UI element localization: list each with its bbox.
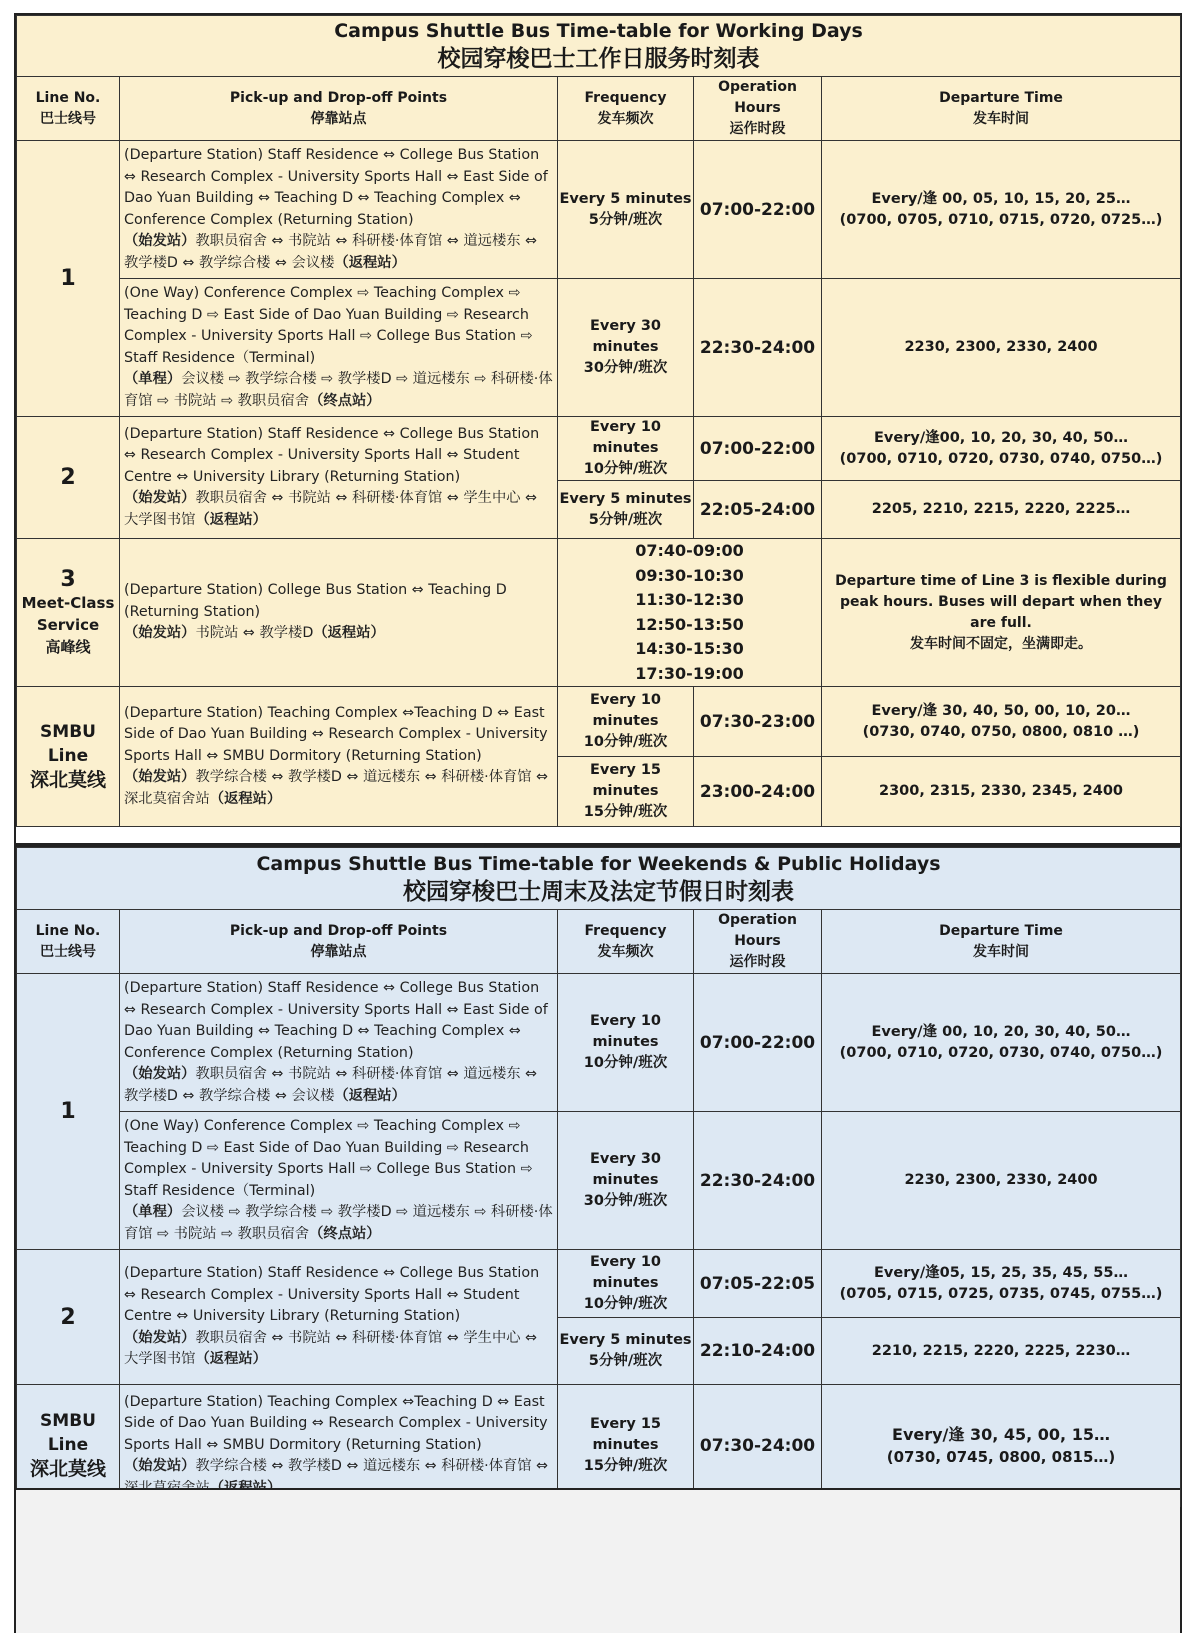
weekend-header-row: [17, 910, 1181, 974]
header-freq-en: Frequency: [584, 89, 667, 106]
stops-cell: [120, 687, 558, 827]
header-hours: [694, 77, 822, 141]
header-departure: [822, 77, 1181, 141]
time-slot: 11:30-12:30: [635, 590, 744, 609]
stops-zh: [124, 1328, 554, 1371]
header-dep-en: Departure Time: [939, 922, 1063, 939]
line-number-smbu: [17, 687, 120, 827]
flexible-departure-note: [822, 539, 1181, 687]
freq-zh: 10分钟/班次: [583, 1055, 668, 1071]
stops-zh-prefix: （始发站）: [124, 233, 196, 249]
stops-zh-route: 教职员宿舍 ⇔ 书院站 ⇔ 科研楼·体育馆 ⇔ 道远楼东 ⇔ 教学楼D ⇔ 教学综合楼 ⇔ 会议楼: [124, 1066, 538, 1104]
stops-zh-route: 教职员宿舍 ⇔ 书院站 ⇔ 科研楼·体育馆 ⇔ 道远楼东 ⇔ 教学楼D ⇔ 教学综合楼 ⇔ 会议楼: [124, 233, 538, 271]
header-hours-zh: 运作时段: [729, 121, 786, 137]
freq-en: Every 10 minutes: [589, 419, 662, 456]
departure-examples: (0700, 0710, 0720, 0730, 0740, 0750…): [839, 1044, 1163, 1061]
frequency-cell: [558, 757, 694, 827]
header-freq-zh: 发车频次: [597, 110, 654, 127]
working-days-title: [17, 16, 1181, 77]
freq-en: Every 10 minutes: [589, 1013, 662, 1050]
stops-zh-prefix: （单程）: [124, 371, 182, 387]
header-dep-zh: 发车时间: [973, 943, 1029, 960]
header-dep-zh: 发车时间: [973, 110, 1029, 127]
peak-time-slots: [558, 539, 822, 687]
stops-zh: [124, 1202, 554, 1245]
working-title-zh: 校园穿梭巴士工作日服务时刻表: [437, 46, 760, 72]
header-hours: [694, 910, 822, 974]
freq-zh: 10分钟/班次: [583, 1296, 668, 1312]
freq-zh: 15分钟/班次: [583, 804, 668, 820]
departure-cell: [822, 141, 1181, 279]
departure-cell: [822, 481, 1181, 539]
time-slot: 09:30-10:30: [635, 565, 744, 585]
departure-pattern: Every/逢05, 15, 25, 35, 45, 55…: [874, 1264, 1128, 1281]
hours-cell: 23:00-24:00: [694, 757, 822, 827]
departure-cell: [822, 1318, 1181, 1385]
smbu-name-zh: 深北莫线: [29, 1458, 106, 1480]
freq-zh: 10分钟/班次: [583, 734, 668, 750]
line-number-2: 2: [17, 1250, 120, 1385]
frequency-cell: [558, 1318, 694, 1385]
departure-examples: (0730, 0740, 0750, 0800, 0810 …): [862, 723, 1140, 740]
hours-cell: 22:30-24:00: [694, 279, 822, 417]
stops-zh: [124, 1064, 554, 1107]
stops-zh-prefix: （始发站）: [124, 625, 196, 642]
stops-zh-prefix: （始发站）: [124, 1066, 196, 1082]
working-header-row: [17, 77, 1181, 141]
hours-cell: 07:00-22:00: [694, 417, 822, 481]
stops-zh-route: 教学综合楼 ⇔ 教学楼D ⇔ 道远楼东 ⇔ 科研楼·体育馆 ⇔: [195, 1458, 549, 1475]
stops-zh-suffix: （终点站）: [309, 392, 381, 409]
stops-zh: [124, 369, 554, 412]
header-hours-en: Operation Hours: [718, 79, 797, 116]
header-stops-en: Pick-up and Drop-off Points: [229, 89, 448, 106]
hours-cell: 22:05-24:00: [694, 481, 822, 539]
table-row: [17, 687, 1181, 757]
stops-zh-suffix: （返程站）: [313, 625, 385, 642]
stops-en: (Departure Station) Staff Residence ⇔ College Bus Station ⇔ Research Complex - University Sports Hall ⇔ Student Centre ⇔ University Library (Returning Station): [124, 1265, 540, 1325]
table-row: [17, 974, 1181, 1112]
freq-en: Every 15 minutes: [589, 1416, 662, 1453]
time-slot: 17:30-19:00: [635, 663, 744, 683]
header-stops-zh: 停靠站点: [310, 943, 367, 960]
stops-zh-route: 会议楼 ⇨ 教学综合楼 ⇨ 教学楼D ⇨ 道远楼东 ⇨ 科研楼·体育馆 ⇨ 书院站 ⇨ 教职员宿舍: [124, 1204, 553, 1242]
departure-examples: (0700, 0710, 0720, 0730, 0740, 0750…): [839, 450, 1163, 467]
freq-zh: 5分钟/班次: [588, 211, 663, 228]
departure-examples: (0700, 0705, 0710, 0715, 0720, 0725…): [839, 211, 1163, 228]
departure-cell: [822, 417, 1181, 481]
header-stops-en: Pick-up and Drop-off Points: [229, 922, 448, 939]
line-3-name-zh: 高峰线: [45, 638, 91, 656]
table-row: [17, 141, 1181, 279]
stops-en: (Departure Station) Staff Residence ⇔ College Bus Station ⇔ Research Complex - University Sports Hall ⇔ Student Centre ⇔ University Library (Returning Station): [124, 425, 540, 485]
weekend-title-zh: 校园穿梭巴士周末及法定节假日时刻表: [403, 878, 794, 905]
hours-cell: 07:30-24:00: [694, 1385, 822, 1507]
header-stops: [120, 910, 558, 974]
blank-footer-area: [16, 1488, 1180, 1633]
stops-en: (Departure Station) Staff Residence ⇔ College Bus Station ⇔ Research Complex - University Sports Hall ⇔ East Side of Dao Yuan Building ⇔ Teaching D ⇔ Teaching Complex ⇔ Conference Complex (Returning Station): [124, 980, 548, 1061]
departure-pattern: Every/逢 30, 40, 50, 00, 10, 20…: [871, 702, 1131, 719]
stops-en: (One Way) Conference Complex ⇨ Teaching Complex ⇨ Teaching D ⇨ East Side of Dao Yuan Building ⇨ Research Complex - University Sports Hall ⇨ College Bus Station ⇨ Staff Residence（Terminal): [124, 1118, 533, 1199]
departure-cell: [822, 687, 1181, 757]
frequency-cell: [558, 687, 694, 757]
stops-zh-prefix: （始发站）: [124, 1458, 196, 1475]
frequency-cell: [558, 974, 694, 1112]
stops-zh-prefix: （单程）: [124, 1204, 182, 1220]
smbu-name-en: SMBU Line: [40, 1411, 96, 1455]
hours-cell: 07:05-22:05: [694, 1250, 822, 1318]
departure-times: 2300, 2315, 2330, 2345, 2400: [879, 783, 1124, 799]
stops-zh-suffix: （返程站）: [209, 790, 282, 807]
line-number-2: 2: [17, 417, 120, 539]
freq-zh: 5分钟/班次: [588, 1353, 663, 1369]
time-slot: 14:30-15:30: [635, 639, 744, 658]
stops-zh: [124, 767, 554, 810]
stops-zh-route: 教学综合楼 ⇔ 教学楼D ⇔ 道远楼东 ⇔ 科研楼·体育馆 ⇔ 深北莫宿舍站: [124, 769, 549, 807]
stops-zh-prefix: （始发站）: [124, 769, 196, 786]
stops-cell: [120, 1112, 558, 1250]
stops-cell: [120, 539, 558, 687]
freq-en: Every 30 minutes: [589, 318, 662, 355]
header-stops: [120, 77, 558, 141]
table-row: [17, 1250, 1181, 1318]
stops-zh-route: 教职员宿舍 ⇔ 书院站 ⇔ 科研楼·体育馆 ⇔ 学生中心 ⇔ 大学图书馆: [124, 1329, 538, 1368]
frequency-cell: [558, 417, 694, 481]
departure-pattern: Every/逢 30, 45, 00, 15…: [892, 1424, 1110, 1444]
departure-pattern: Every/逢 00, 10, 20, 30, 40, 50…: [871, 1023, 1131, 1040]
table-row: [17, 1112, 1181, 1250]
freq-zh: 10分钟/班次: [583, 461, 668, 477]
line-3-number: 3: [60, 567, 76, 592]
header-freq-en: Frequency: [584, 922, 667, 939]
stops-zh: [124, 623, 554, 645]
departure-times: 2230, 2300, 2330, 2400: [904, 339, 1098, 355]
header-line-no: [17, 910, 120, 974]
header-departure: [822, 910, 1181, 974]
freq-en: Every 30 minutes: [589, 1151, 662, 1188]
departure-pattern: Every/逢00, 10, 20, 30, 40, 50…: [874, 429, 1128, 446]
line-number-1: 1: [17, 141, 120, 417]
table-row: [17, 539, 1181, 687]
line-number-3: [17, 539, 120, 687]
stops-zh-prefix: （始发站）: [124, 490, 196, 507]
frequency-cell: [558, 141, 694, 279]
time-slot: 12:50-13:50: [635, 614, 744, 634]
working-days-table: [16, 15, 1181, 827]
stops-en: (One Way) Conference Complex ⇨ Teaching Complex ⇨ Teaching D ⇨ East Side of Dao Yuan Building ⇨ Research Complex - University Sports Hall ⇨ College Bus Station ⇨ Staff Residence（Terminal): [124, 285, 533, 366]
table-row: [17, 279, 1181, 417]
header-line-no: [17, 77, 120, 141]
stops-cell: [120, 141, 558, 279]
header-line-zh: 巴士线号: [40, 943, 96, 960]
stops-cell: [120, 1250, 558, 1385]
stops-zh-suffix: （返程站）: [334, 1087, 406, 1104]
departure-pattern: Every/逢 00, 05, 10, 15, 20, 25…: [871, 190, 1131, 207]
header-hours-en: Operation Hours: [718, 912, 797, 949]
weekend-title: [17, 848, 1181, 910]
stops-en: (Departure Station) College Bus Station ⇔ Teaching D (Returning Station): [124, 582, 507, 620]
smbu-name-zh: 深北莫线: [29, 769, 106, 791]
header-line-en: Line No.: [35, 89, 101, 106]
freq-zh: 30分钟/班次: [583, 1193, 668, 1209]
freq-en: Every 10 minutes: [589, 692, 662, 729]
stops-zh-suffix: （返程站）: [195, 511, 267, 528]
stops-cell: [120, 417, 558, 539]
smbu-name-en: SMBU Line: [40, 722, 96, 766]
hours-cell: 22:10-24:00: [694, 1318, 822, 1385]
freq-en: Every 5 minutes: [559, 490, 692, 507]
line-3-name-en-1: Meet-Class: [21, 594, 115, 612]
working-title-en: Campus Shuttle Bus Time-table for Working Days: [334, 20, 863, 42]
departure-cell: [822, 974, 1181, 1112]
stops-en: (Departure Station) Teaching Complex ⇔Teaching D ⇔ East Side of Dao Yuan Building ⇔ Research Complex - University Sports Hall ⇔ SMBU Dormitory (Returning Station): [124, 704, 548, 764]
stops-cell: [120, 279, 558, 417]
hours-cell: 07:30-23:00: [694, 687, 822, 757]
stops-cell: [120, 974, 558, 1112]
weekend-table: [16, 847, 1181, 1507]
stops-zh-suffix: （返程站）: [195, 1351, 267, 1368]
stops-zh-suffix: （返程站）: [334, 254, 406, 271]
frequency-cell: [558, 1112, 694, 1250]
stops-zh: [124, 488, 554, 531]
freq-zh: 5分钟/班次: [588, 511, 663, 528]
note-en: Departure time of Line 3 is flexible during peak hours. Buses will depart when they are full.: [835, 572, 1167, 631]
freq-zh: 15分钟/班次: [583, 1458, 668, 1474]
line-number-1: 1: [17, 974, 120, 1250]
freq-zh: 30分钟/班次: [583, 360, 668, 376]
header-freq-zh: 发车频次: [597, 943, 654, 960]
stops-zh-route: 书院站 ⇔ 教学楼D: [195, 625, 314, 642]
stops-zh: [124, 231, 554, 274]
freq-en: Every 10 minutes: [589, 1254, 662, 1291]
departure-examples: (0705, 0715, 0725, 0735, 0745, 0755…): [839, 1285, 1163, 1302]
header-frequency: [558, 77, 694, 141]
header-line-en: Line No.: [35, 922, 101, 939]
timetable-sheet: [14, 13, 1182, 1633]
departure-times: 2210, 2215, 2220, 2225, 2230…: [871, 1342, 1131, 1359]
frequency-cell: [558, 481, 694, 539]
departure-cell: [822, 757, 1181, 827]
frequency-cell: [558, 1250, 694, 1318]
stops-zh-route: 教职员宿舍 ⇔ 书院站 ⇔ 科研楼·体育馆 ⇔ 学生中心 ⇔ 大学图书馆: [124, 490, 538, 528]
header-hours-zh: 运作时段: [729, 954, 786, 970]
stops-en: (Departure Station) Staff Residence ⇔ College Bus Station ⇔ Research Complex - University Sports Hall ⇔ East Side of Dao Yuan Building ⇔ Teaching D ⇔ Teaching Complex ⇔ Conference Complex (Returning Station): [124, 147, 548, 228]
weekend-title-en: Campus Shuttle Bus Time-table for Weekends & Public Holidays: [256, 852, 941, 875]
header-frequency: [558, 910, 694, 974]
note-zh: 发车时间不固定，坐满即走。: [910, 635, 1092, 652]
departure-cell: [822, 1250, 1181, 1318]
hours-cell: 22:30-24:00: [694, 1112, 822, 1250]
stops-zh-route: 会议楼 ⇨ 教学综合楼 ⇨ 教学楼D ⇨ 道远楼东 ⇨ 科研楼·体育馆 ⇨ 书院站 ⇨ 教职员宿舍: [124, 371, 553, 409]
header-stops-zh: 停靠站点: [310, 110, 367, 127]
freq-en: Every 5 minutes: [559, 190, 692, 207]
departure-times: 2205, 2210, 2215, 2220, 2225…: [871, 501, 1131, 517]
hours-cell: 07:00-22:00: [694, 974, 822, 1112]
stops-en: (Departure Station) Teaching Complex ⇔Teaching D ⇔ East Side of Dao Yuan Building ⇔ Research Complex - University Sports Hall ⇔ SMBU Dormitory (Returning Station): [124, 1393, 548, 1453]
table-row: [17, 417, 1181, 481]
header-dep-en: Departure Time: [939, 89, 1063, 106]
freq-en: Every 5 minutes: [559, 1332, 692, 1348]
departure-times: 2230, 2300, 2330, 2400: [904, 1172, 1098, 1188]
freq-en: Every 15 minutes: [589, 762, 662, 799]
time-slot: 07:40-09:00: [635, 541, 744, 560]
line-3-name-en-2: Service: [36, 616, 100, 634]
frequency-cell: [558, 279, 694, 417]
hours-cell: 07:00-22:00: [694, 141, 822, 279]
stops-zh-suffix: （终点站）: [309, 1225, 381, 1242]
departure-cell: [822, 1112, 1181, 1250]
departure-cell: [822, 279, 1181, 417]
departure-examples: (0730, 0745, 0800, 0815…): [886, 1447, 1116, 1466]
header-line-zh: 巴士线号: [40, 110, 96, 127]
stops-zh-prefix: （始发站）: [124, 1329, 196, 1346]
